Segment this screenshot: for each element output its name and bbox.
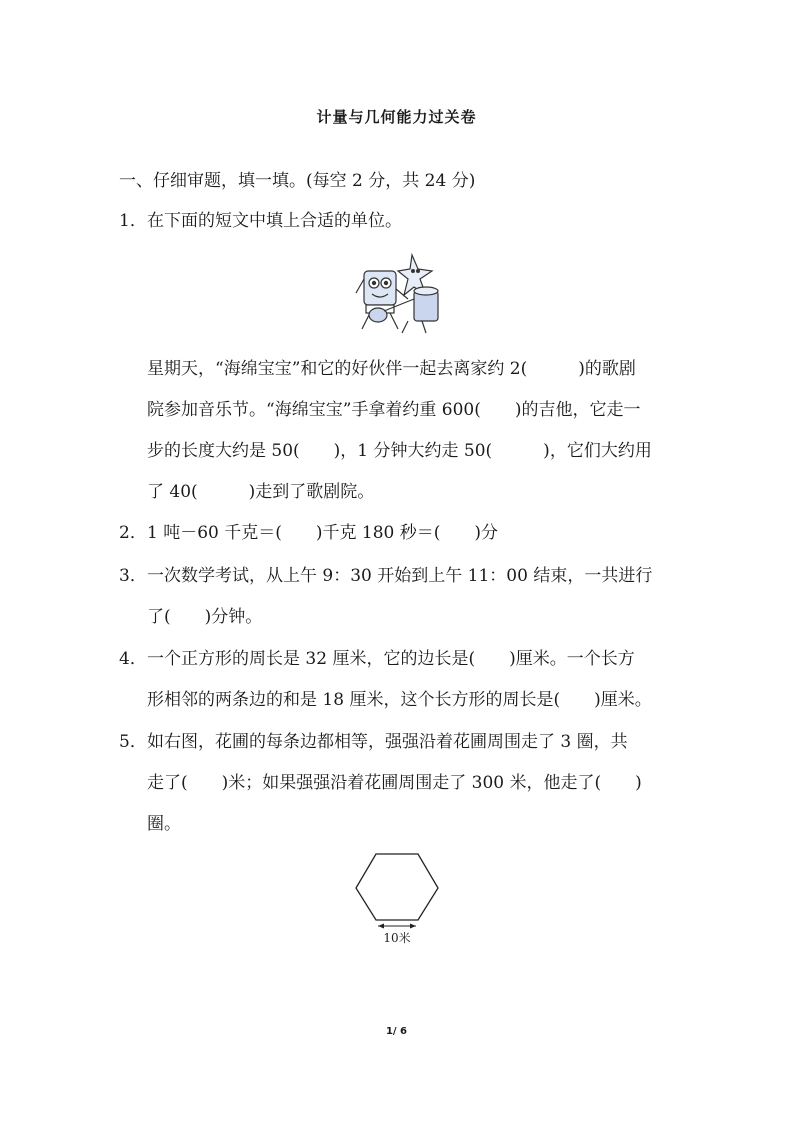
section-heading: 一、仔细审题，填一填。(每空 2 分，共 24 分) bbox=[119, 171, 476, 191]
hexagon-diagram bbox=[350, 848, 444, 948]
question-text: 在下面的短文中填上合适的单位。 bbox=[147, 211, 402, 231]
question-4 bbox=[119, 648, 635, 670]
question-text: 一次数学考试，从上午 9：30 开始到上午 11：00 结束，一共进行 bbox=[147, 566, 653, 586]
passage-line-4: 了 40( )走到了歌剧院。 bbox=[147, 482, 375, 502]
question-text: 一个正方形的周长是 32 厘米，它的边长是( )厘米。一个长方 bbox=[147, 649, 635, 669]
question-number: 4． bbox=[119, 649, 147, 669]
question-2 bbox=[119, 522, 498, 544]
sponge-body bbox=[364, 271, 396, 305]
page-number: 1/ 6 bbox=[385, 1026, 408, 1037]
passage-line-2: 院参加音乐节。“海绵宝宝”手拿着约重 600( )的吉他，它走一 bbox=[147, 400, 641, 420]
arrow-right-icon bbox=[410, 924, 416, 929]
passage-line-3: 步的长度大约是 50( )，1 分钟大约走 50( )，它们大约用 bbox=[147, 441, 652, 461]
question-5-line-2: 走了( )米；如果强强沿着花圃周围走了 300 米，他走了( ) bbox=[147, 773, 642, 793]
passage-line-1: 星期天，“海绵宝宝”和它的好伙伴一起去离家约 2( )的歌剧 bbox=[147, 359, 636, 379]
page-title: 计量与几何能力过关卷 bbox=[316, 108, 477, 126]
question-number: 1． bbox=[119, 211, 147, 231]
question-3 bbox=[119, 565, 652, 587]
hexagon-side-label: 10米 bbox=[383, 931, 411, 945]
question-5 bbox=[119, 731, 628, 753]
question-4-line-2: 形相邻的两条边的和是 18 厘米，这个长方形的周长是( )厘米。 bbox=[147, 690, 652, 710]
question-number: 3． bbox=[119, 566, 147, 586]
question-3-line-2: 了( )分钟。 bbox=[147, 607, 263, 627]
question-text: 如右图，花圃的每条边都相等，强强沿着花圃周围走了 3 圈，共 bbox=[147, 732, 628, 752]
spongebob-illustration bbox=[352, 249, 446, 335]
question-number: 2． bbox=[119, 523, 147, 543]
question-text: 1 吨－60 千克＝( )千克 180 秒＝( )分 bbox=[147, 523, 499, 543]
question-number: 5． bbox=[119, 732, 147, 752]
question-5-line-3: 圈。 bbox=[147, 814, 181, 834]
arrow-left-icon bbox=[378, 924, 384, 929]
hexagon-shape bbox=[356, 854, 438, 920]
question-1 bbox=[119, 210, 402, 232]
